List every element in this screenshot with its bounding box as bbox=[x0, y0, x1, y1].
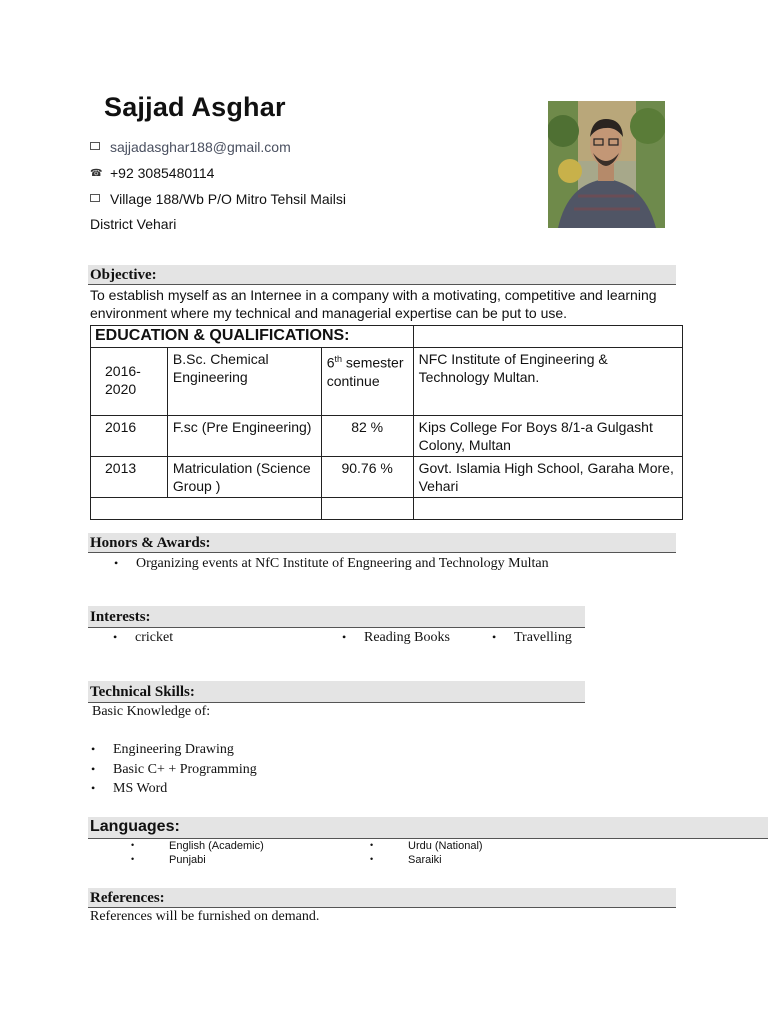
edu-institute: Govt. Islamia High School, Garaha More, Vehari bbox=[413, 457, 682, 498]
edu-year: 2016- 2020 bbox=[91, 348, 168, 416]
phone-icon: ☎ bbox=[90, 167, 103, 179]
envelope-icon bbox=[90, 194, 102, 205]
objective-text: To establish myself as an Internee in a company with a motivating, competitive and learning environment where my technical and managerial expertise can be put to use. bbox=[90, 287, 657, 321]
address-row bbox=[90, 191, 346, 207]
references-heading: References: bbox=[88, 888, 676, 908]
envelope-icon bbox=[90, 142, 102, 153]
table-row bbox=[91, 416, 683, 457]
skill-item: • MS Word bbox=[113, 781, 167, 797]
interest-item: • cricket bbox=[135, 630, 173, 646]
edu-result: 90.76 % bbox=[321, 457, 413, 498]
language-item: • English (Academic) bbox=[169, 840, 264, 852]
edu-degree: Matriculation (Science Group ) bbox=[167, 457, 321, 498]
interests-heading: Interests: bbox=[88, 606, 585, 628]
skill-item: • Basic C+ + Programming bbox=[113, 762, 257, 778]
honors-item: • Organizing events at NfC Institute of Engneering and Technology Multan bbox=[136, 556, 549, 572]
edu-result: 6th semester continue bbox=[321, 348, 413, 416]
edu-institute: Kips College For Boys 8/1-a Gulgasht Colony, Multan bbox=[413, 416, 682, 457]
skills-heading: Technical Skills: bbox=[88, 681, 585, 703]
edu-degree: F.sc (Pre Engineering) bbox=[167, 416, 321, 457]
language-item: • Punjabi bbox=[169, 854, 206, 866]
language-item: • Saraiki bbox=[408, 854, 442, 866]
profile-photo bbox=[548, 101, 665, 228]
edu-year: 2016 bbox=[91, 416, 168, 457]
table-row-empty bbox=[91, 498, 683, 520]
table-row bbox=[91, 348, 683, 416]
skills-intro: Basic Knowledge of: bbox=[92, 704, 211, 719]
address-district: District Vehari bbox=[90, 216, 177, 232]
references-text: References will be furnished on demand. bbox=[90, 909, 320, 924]
interest-item: • Travelling bbox=[514, 630, 572, 646]
edu-result: 82 % bbox=[321, 416, 413, 457]
email-row bbox=[90, 139, 291, 155]
candidate-name: Sajjad Asghar bbox=[104, 92, 286, 122]
education-table bbox=[90, 325, 683, 520]
honors-heading: Honors & Awards: bbox=[88, 533, 676, 553]
edu-year: 2013 bbox=[91, 457, 168, 498]
table-row bbox=[91, 457, 683, 498]
address-line: Village 188/Wb P/O Mitro Tehsil Mailsi bbox=[110, 191, 347, 207]
language-item: • Urdu (National) bbox=[408, 840, 483, 852]
edu-institute: NFC Institute of Engineering & Technology Multan. bbox=[413, 348, 682, 416]
languages-heading: Languages: bbox=[88, 817, 768, 839]
skill-item: • Engineering Drawing bbox=[113, 742, 234, 758]
email-link[interactable]: sajjadasghar188@gmail.com bbox=[110, 139, 291, 155]
education-heading: EDUCATION & QUALIFICATIONS: bbox=[91, 326, 414, 348]
phone-number: +92 3085480114 bbox=[110, 165, 215, 181]
interest-item: • Reading Books bbox=[364, 630, 450, 646]
edu-degree: B.Sc. Chemical Engineering bbox=[167, 348, 321, 416]
objective-heading: Objective: bbox=[88, 265, 676, 285]
phone-row bbox=[90, 165, 214, 181]
